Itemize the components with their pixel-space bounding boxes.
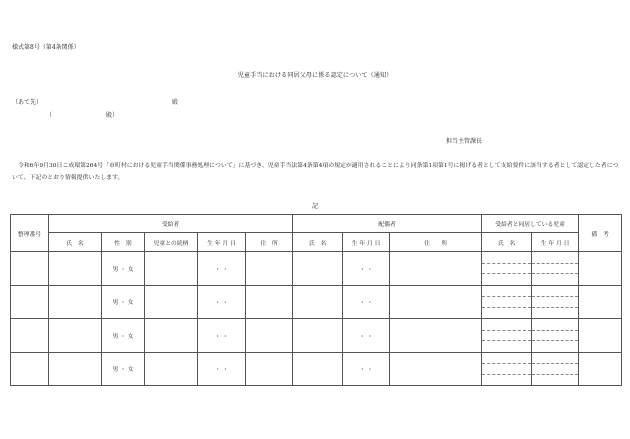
cell-jukyusha-relation[interactable] xyxy=(145,285,198,319)
cell-jido-name[interactable] xyxy=(482,319,532,353)
table-row xyxy=(11,252,622,286)
cell-biko[interactable] xyxy=(579,352,622,386)
cell-jukyusha-gender[interactable]: 男 ・ 女 xyxy=(102,252,145,286)
table-row xyxy=(11,285,622,319)
cell-jukyusha-gender[interactable]: 男 ・ 女 xyxy=(102,285,145,319)
cell-jukyusha-relation[interactable] xyxy=(145,319,198,353)
cell-jukyusha-gender[interactable]: 男 ・ 女 xyxy=(102,319,145,353)
cell-jukyusha-dob[interactable]: ・ ・ xyxy=(198,252,246,286)
body-paragraph: 令和6年9月30日こ成環第264号「市町村における児童手当関係事務処理について」に基づき、児童手当法第4条第4項の規定が適用されることにより同条第1項第1号に掲げる者として支給要件に該当する者として認定した者について、下記のとおり情報提供いたします。 xyxy=(12,163,619,181)
subheader-haigusha-name: 氏 名 xyxy=(293,233,343,252)
subheader-jukyusha-dob: 生 年 月 日 xyxy=(198,233,246,252)
table-body xyxy=(11,252,622,386)
subheader-jido-name: 氏 名 xyxy=(482,233,532,252)
cell-haigusha-name[interactable] xyxy=(293,319,343,353)
cell-jukyusha-relation[interactable] xyxy=(145,352,198,386)
header-jukyusha: 受給者 xyxy=(49,215,293,233)
cell-jido-name[interactable] xyxy=(482,285,532,319)
cell-jido-dob[interactable] xyxy=(532,352,579,386)
cell-biko[interactable] xyxy=(579,285,622,319)
cell-jukyusha-address[interactable] xyxy=(246,285,293,319)
cell-jido-name[interactable] xyxy=(482,252,532,286)
cell-haigusha-name[interactable] xyxy=(293,252,343,286)
addressee-label: （あて先） xyxy=(12,99,43,106)
subheader-jukyusha-gender: 性 別 xyxy=(102,233,145,252)
subheader-haigusha-address: 住 所 xyxy=(390,233,482,252)
info-table xyxy=(10,214,622,386)
cell-jido-dob[interactable] xyxy=(532,319,579,353)
form-number: 様式第8号（第4条関係） xyxy=(12,44,80,51)
cell-seiri-bango[interactable] xyxy=(11,252,49,286)
subheader-haigusha-dob: 生 年 月 日 xyxy=(343,233,390,252)
cell-haigusha-name[interactable] xyxy=(293,352,343,386)
cell-biko[interactable] xyxy=(579,252,622,286)
header-doukyo-jido: 受給者と同居している児童 xyxy=(482,215,579,233)
cell-jukyusha-dob[interactable]: ・ ・ xyxy=(198,285,246,319)
cell-haigusha-address[interactable] xyxy=(390,252,482,286)
header-haigusha: 配偶者 xyxy=(293,215,482,233)
addressee-honorific: 殿 xyxy=(172,99,179,106)
cell-haigusha-address[interactable] xyxy=(390,352,482,386)
cell-jido-dob[interactable] xyxy=(532,252,579,286)
document-title: 児童手当における同居父母に係る認定について（通知） xyxy=(237,72,393,79)
cell-jukyusha-relation[interactable] xyxy=(145,252,198,286)
cell-jukyusha-dob[interactable]: ・ ・ xyxy=(198,319,246,353)
cell-haigusha-dob[interactable]: ・ ・ xyxy=(343,252,390,286)
cell-haigusha-dob[interactable]: ・ ・ xyxy=(343,285,390,319)
cell-jukyusha-address[interactable] xyxy=(246,352,293,386)
cell-seiri-bango[interactable] xyxy=(11,285,49,319)
table-row xyxy=(11,352,622,386)
addressee-secondary-close: 殿） xyxy=(106,112,119,119)
sender-title: 担当主管課長 xyxy=(446,138,483,145)
header-biko: 備 考 xyxy=(579,215,622,252)
subheader-jukyusha-name: 氏 名 xyxy=(49,233,102,252)
cell-haigusha-name[interactable] xyxy=(293,285,343,319)
cell-haigusha-dob[interactable]: ・ ・ xyxy=(343,352,390,386)
subheader-jukyusha-relation: 児童との続柄 xyxy=(145,233,198,252)
cell-jukyusha-name[interactable] xyxy=(49,252,102,286)
cell-jukyusha-gender[interactable]: 男 ・ 女 xyxy=(102,352,145,386)
subheader-jido-dob: 生 年 月 日 xyxy=(532,233,579,252)
ki-heading: 記 xyxy=(311,203,318,210)
cell-jukyusha-name[interactable] xyxy=(49,319,102,353)
cell-seiri-bango[interactable] xyxy=(11,319,49,353)
subheader-jukyusha-address: 住 所 xyxy=(246,233,293,252)
cell-jukyusha-address[interactable] xyxy=(246,319,293,353)
cell-jido-dob[interactable] xyxy=(532,285,579,319)
cell-jukyusha-name[interactable] xyxy=(49,285,102,319)
table-row xyxy=(11,319,622,353)
cell-biko[interactable] xyxy=(579,319,622,353)
cell-haigusha-address[interactable] xyxy=(390,319,482,353)
cell-haigusha-address[interactable] xyxy=(390,285,482,319)
cell-jukyusha-address[interactable] xyxy=(246,252,293,286)
cell-jukyusha-dob[interactable]: ・ ・ xyxy=(198,352,246,386)
addressee-secondary-open: （ xyxy=(46,112,53,119)
cell-jukyusha-name[interactable] xyxy=(49,352,102,386)
cell-jido-name[interactable] xyxy=(482,352,532,386)
cell-haigusha-dob[interactable]: ・ ・ xyxy=(343,319,390,353)
cell-seiri-bango[interactable] xyxy=(11,352,49,386)
header-seiri-bango: 整理番号 xyxy=(11,215,49,252)
